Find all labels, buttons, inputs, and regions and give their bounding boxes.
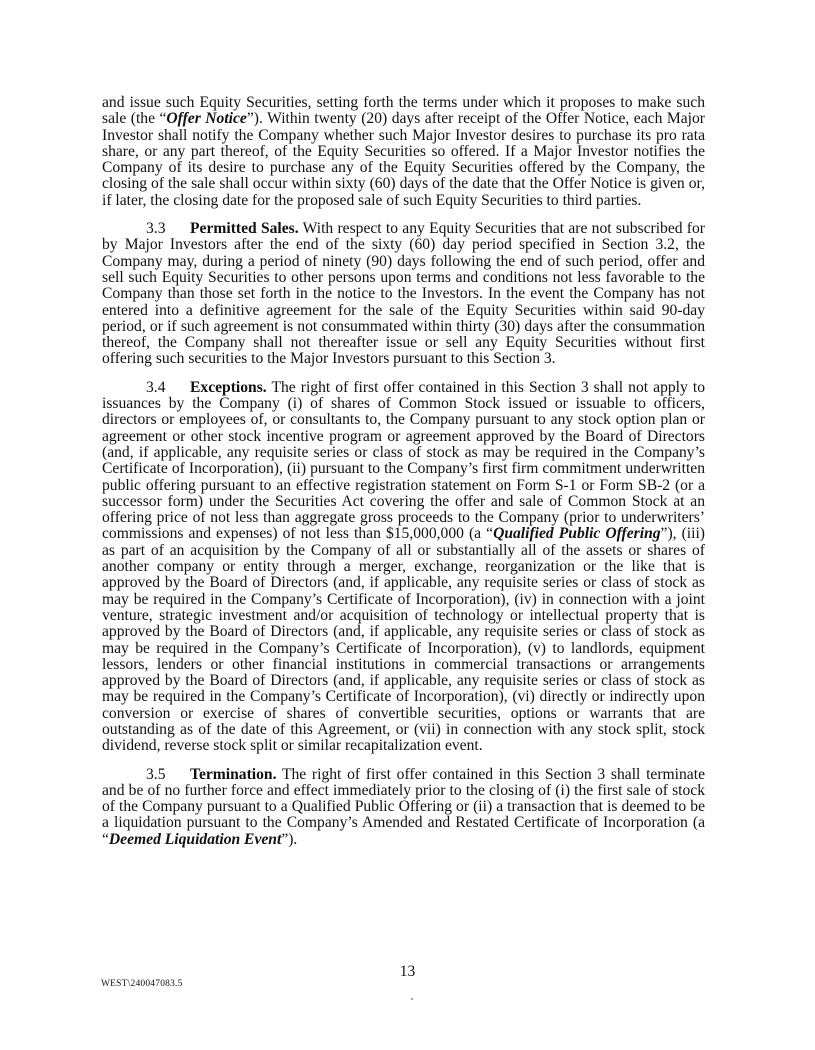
scan-speck [411, 998, 413, 1000]
section-3-5-title: Termination. [190, 765, 277, 783]
document-id-footer: WEST\240047083.5 [101, 979, 183, 989]
defined-term-deemed-liquidation-event: Deemed Liquidation Event [108, 830, 282, 848]
document-page [102, 95, 705, 848]
section-3-4-paragraph [102, 380, 705, 755]
section-3-4-text-2: ”), (iii) as part of an acquisition by the Company of all or substantially all of the assets or shares of another company or entity through a merger, exchange, reorganization or the like that is approved by the Board of Directors (and, if applicable, any requisite series or class of stock as may be required in the Company’s Certificate of Incorporation), (iv) in connection with a joint venture, strategic investment and/or acquisition of technology or intellectual property that is approved by the Board of Directors (and, if applicable, any requisite series or class of stock as may be required in the Company’s Certificate of Incorporation), (v) to landlords, equipment lessors, lenders or other financial institutions in commercial transactions or arrangements approved by the Board of Directors (and, if applicable, any requisite series or class of stock as may be required in the Company’s Certificate of Incorporation), (vi) directly or indirectly upon conversion or exercise of shares of convertible securities, options or warrants that are outstanding as of the date of this Agreement, or (vii) in connection with any stock split, stock dividend, reverse stock split or similar recapitalization event. [102, 525, 705, 755]
defined-term-offer-notice: Offer Notice [166, 110, 247, 128]
section-3-5-text-1: The right of first offer contained in this Section 3 shall terminate and be of no further force and effect immediately prior to the closing of (i) the first sale of stock of the Company pursuant to a Qualified Public Offering or (ii) a transaction that is deemed to be a liquidation pursuant to the Company’s Amended and Restated Certificate of Incorporation (a “ [102, 765, 705, 848]
continuation-text-1: and issue such Equity Securities, setting forth the terms under which it proposes to make such sale (the “ [102, 94, 705, 128]
section-3-4-number: 3.4 [146, 378, 166, 396]
page-number: 13 [399, 963, 416, 980]
section-3-5-paragraph [102, 767, 705, 848]
defined-term-qualified-public-offering: Qualified Public Offering [493, 525, 661, 543]
section-3-4-text-1: The right of first offer contained in this Section 3 shall not apply to issuances by the Company (i) of shares of Common Stock issued or issuable to officers, directors or employees of, or consultants to, the Company pursuant to any stock option plan or agreement or other stock incentive program or agreement approved by the Board of Directors (and, if applicable, any requisite series or class of stock as may be required in the Company’s Certificate of Incorporation), (ii) pursuant to the Company’s first firm commitment underwritten public offering pursuant to an effective registration statement on Form S-1 or Form SB-2 (or a successor form) under the Securities Act covering the offer and sale of Common Stock at an offering price of not less than aggregate gross proceeds to the Company (prior to underwriters’ commissions and expenses) of not less than $15,000,000 (a “ [102, 378, 705, 543]
section-3-3-number: 3.3 [146, 220, 166, 238]
section-3-3-title: Permitted Sales. [190, 220, 299, 238]
section-3-5-text-2: ”). [281, 830, 298, 848]
section-3-5-number: 3.5 [146, 765, 166, 783]
continuation-text-2: ”). Within twenty (20) days after receipt of the Offer Notice, each Major Investor shall notify the Company whether such Major Investor desires to purchase its pro rata share, or any part thereof, of the Equity Securities so offered. If a Major Investor notifies the Company of its desire to purchase any of the Equity Securities offered by the Company, the closing of the sale shall occur within sixty (60) days of the date that the Offer Notice is given or, if later, the closing date for the proposed sale of such Equity Securities to third parties. [102, 110, 705, 209]
section-3-3-text: With respect to any Equity Securities that are not subscribed for by Major Investors after the end of the sixty (60) day period specified in Section 3.2, the Company may, during a period of ninety (90) days following the end of such period, offer and sell such Equity Securities to other persons upon terms and conditions not less favorable to the Company than those set forth in the notice to the Investors. In the event the Company has not entered into a definitive agreement for the sale of the Equity Securities within said 90-day period, or if such agreement is not consummated within thirty (30) days after the consummation thereof, the Company shall not thereafter issue or sell any Equity Securities without first offering such securities to the Major Investors pursuant to this Section 3. [102, 220, 705, 368]
section-3-3-paragraph [102, 221, 705, 368]
continuation-paragraph [102, 95, 705, 209]
section-3-4-title: Exceptions. [190, 378, 267, 396]
